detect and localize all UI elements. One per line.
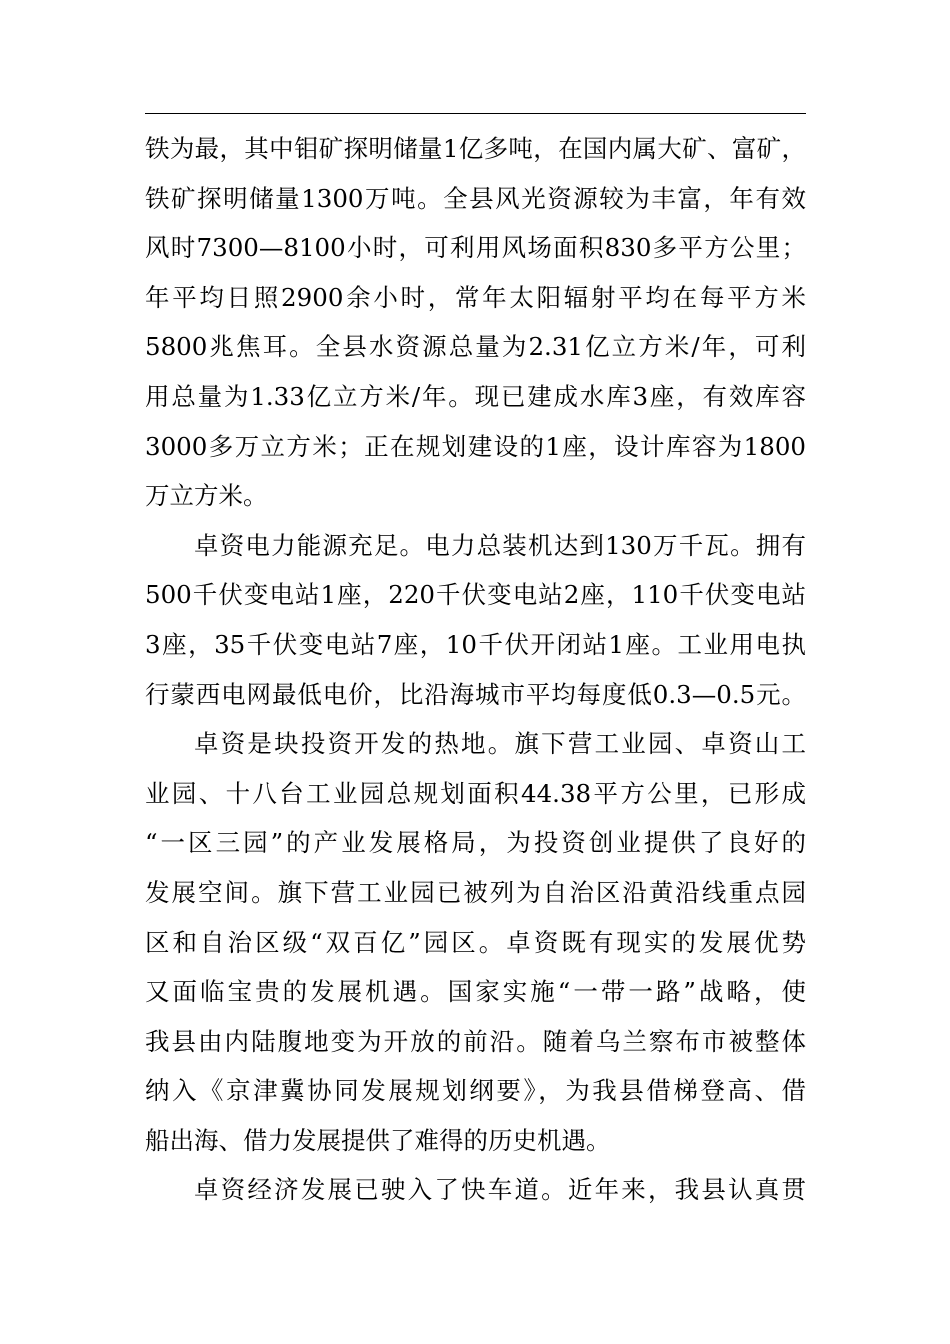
text-line: 用总量为1.33亿立方米/年。现已建成水库3座，有效库容: [145, 381, 806, 411]
header-rule: [145, 113, 806, 114]
text-line: 5800兆焦耳。全县水资源总量为2.31亿立方米/年，可利: [145, 332, 806, 362]
text-line: 年平均日照2900余小时，常年太阳辐射平均在每平方米: [145, 282, 806, 312]
paragraph-start-line: 卓资经济发展已驶入了快车道。近年来，我县认真贯: [194, 1175, 806, 1205]
text-line: 500千伏变电站1座，220千伏变电站2座，110千伏变电站: [145, 580, 806, 610]
text-line: 行蒙西电网最低电价，比沿海城市平均每度低0.3—0.5元。: [145, 679, 806, 709]
text-line: 业园、十八台工业园总规划面积44.38平方公里，已形成: [145, 778, 806, 808]
paragraph-start-line: 卓资是块投资开发的热地。旗下营工业园、卓资山工: [194, 729, 806, 759]
text-line: 3座，35千伏变电站7座，10千伏开闭站1座。工业用电执: [145, 629, 806, 659]
text-line: 3000多万立方米；正在规划建设的1座，设计库容为1800: [145, 431, 806, 461]
text-line: 铁为最，其中钼矿探明储量1亿多吨，在国内属大矿、富矿，: [145, 134, 806, 163]
text-line: “一区三园”的产业发展格局，为投资创业提供了良好的: [145, 828, 806, 858]
text-line: 万立方米。: [145, 481, 268, 511]
text-line: 又面临宝贵的发展机遇。国家实施“一带一路”战略，使: [145, 977, 806, 1007]
text-line: 船出海、借力发展提供了难得的历史机遇。: [145, 1125, 611, 1155]
text-line: 风时7300—8100小时，可利用风场面积830多平方公里；: [145, 233, 806, 263]
text-line: 纳入《京津冀协同发展规划纲要》，为我县借梯登高、借: [145, 1076, 806, 1106]
text-line: 发展空间。旗下营工业园已被列为自治区沿黄沿线重点园: [145, 877, 806, 907]
text-line: 我县由内陆腹地变为开放的前沿。随着乌兰察布市被整体: [145, 1026, 806, 1056]
text-line: 铁矿探明储量1300万吨。全县风光资源较为丰富，年有效: [145, 183, 806, 213]
text-line: 区和自治区级“双百亿”园区。卓资既有现实的发展优势: [145, 927, 806, 957]
body-text: [145, 124, 806, 1215]
paragraph-start-line: 卓资电力能源充足。电力总装机达到130万千瓦。拥有: [194, 530, 806, 560]
